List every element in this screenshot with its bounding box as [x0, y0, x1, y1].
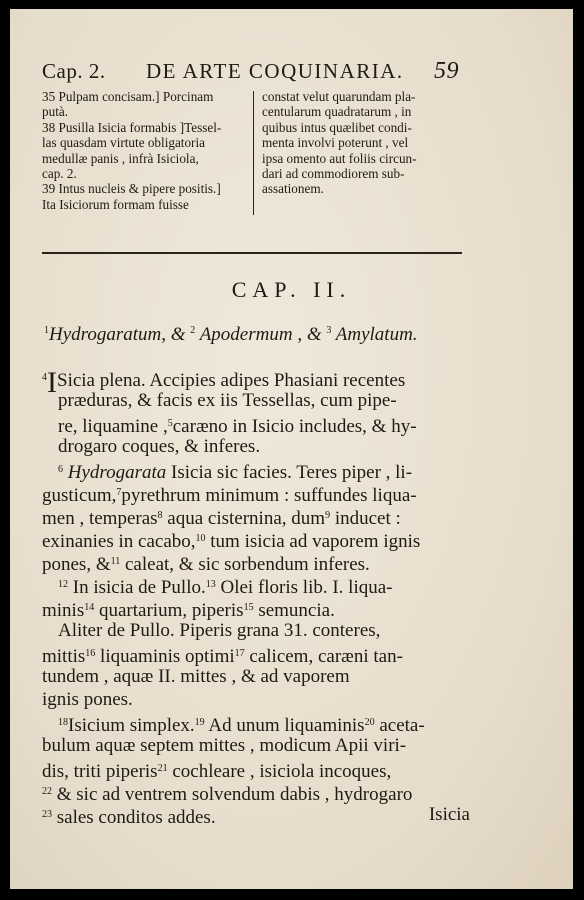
note-line: quibus intus quælibet condi-: [262, 119, 412, 135]
note-ref: 23: [42, 809, 52, 820]
text-line: [42, 481, 470, 504]
note-ref: 12: [58, 579, 68, 590]
text-line: tundem , aquæ II. mittes , & ad vaporem: [42, 666, 350, 687]
note-line: putà.: [42, 104, 69, 120]
note-line: menta involvi poterunt , vel: [262, 135, 409, 151]
text-line: [42, 596, 470, 619]
text-span: In isicia de Pullo.: [68, 577, 206, 598]
note-ref: 15: [243, 602, 254, 613]
note-line: 38 Pusilla Isicia formabis ]Tessel-: [42, 119, 222, 135]
note-ref: 16: [85, 648, 96, 659]
note-ref: 5: [167, 418, 173, 429]
text-line: præduras, & facis ex iis Tessellas, cum pipe-: [58, 390, 397, 411]
note-ref: 1: [44, 325, 49, 336]
subtitle-part: &: [302, 324, 327, 345]
body-text: [42, 366, 470, 826]
text-span: Isicium simplex.: [68, 715, 195, 736]
text-span: calicem, caræni tan-: [244, 646, 403, 667]
text-line: [42, 573, 470, 596]
text-span: caleat, & sic sorbendum inferes.: [120, 554, 370, 575]
text-span: quartarium, piperis: [94, 600, 244, 621]
text-line: [42, 757, 470, 780]
drop-cap: I: [47, 366, 57, 399]
text-span: exinanies in cacabo,: [42, 531, 196, 552]
note-ref: 9: [325, 510, 331, 521]
text-line: drogaro coques, & inferes.: [58, 436, 261, 457]
column-divider: [253, 91, 254, 215]
subtitle-part: Amylatum.: [331, 324, 418, 345]
note-ref: 22: [42, 786, 52, 797]
note-line: 39 Intus nucleis & pipere positis.]: [42, 181, 221, 197]
text-span: mittis: [42, 646, 86, 667]
catchword: Isicia: [428, 804, 470, 825]
notes-right-column: [262, 89, 474, 197]
text-line: [42, 642, 470, 665]
text-line: bulum aquæ septem mittes , modicum Apii viri-: [42, 735, 407, 756]
subtitle-part: Hydrogaratum,: [49, 324, 166, 345]
note-ref: 11: [110, 556, 121, 567]
text-line: [42, 550, 470, 573]
note-line: constat velut quarundam pla-: [262, 89, 416, 104]
chapter-subtitle: [44, 324, 418, 346]
note-ref: 18: [58, 717, 68, 728]
note-ref: 20: [364, 717, 375, 728]
text-line: Aliter de Pullo. Piperis grana 31. conteres,: [58, 620, 381, 641]
text-line: [42, 504, 470, 527]
text-span: aqua cisternina, dum: [162, 508, 326, 529]
text-line: [42, 527, 470, 550]
note-ref: 13: [205, 579, 216, 590]
text-span: caræno in Isicio includes, & hy-: [172, 416, 417, 437]
note-ref: 7: [116, 487, 122, 498]
note-ref: 8: [157, 510, 163, 521]
page-number: 59: [434, 58, 459, 84]
text-span: cochleare , isiciola incoques,: [167, 761, 392, 782]
text-span: sales conditos addes.: [52, 807, 216, 828]
note-ref: 14: [84, 602, 95, 613]
note-ref: 10: [195, 533, 206, 544]
note-line: assationem.: [262, 181, 324, 197]
text-span: tum isicia ad vaporem ignis: [205, 531, 421, 552]
text-span: pyrethrum minimum : suffundes liqua-: [121, 485, 417, 506]
text-span: aceta-: [374, 715, 425, 736]
note-ref: 6: [58, 464, 63, 475]
note-line: Ita Isiciorum formam fuisse: [42, 196, 189, 212]
text-line: [42, 412, 470, 435]
text-span: men , temperas: [42, 508, 158, 529]
chapter-heading: CAP. II.: [231, 277, 352, 302]
notes-left-column: [42, 89, 252, 212]
text-span: Ad unum liquaminis: [204, 715, 365, 736]
text-span: Olei floris lib. I. liqua-: [215, 577, 393, 598]
book-page: [10, 9, 573, 889]
text-line: [42, 366, 470, 399]
note-ref: 4: [42, 372, 47, 383]
note-ref: 2: [190, 325, 196, 336]
text-line: [42, 458, 470, 481]
section-rule: [42, 252, 462, 254]
text-span: gusticum,: [42, 485, 117, 506]
running-head-chapter: Cap. 2.: [42, 59, 106, 83]
note-ref: 17: [234, 648, 245, 659]
subtitle-part: Apodermum ,: [195, 324, 303, 345]
running-head-title: DE ARTE COQUINARIA.: [146, 59, 404, 83]
text-span: Isicia sic facies. Teres piper , li-: [166, 462, 413, 483]
text-span: semuncia.: [253, 600, 335, 621]
note-line: centularum quadratarum , in: [262, 104, 412, 120]
text-span: pones, &: [42, 554, 111, 575]
note-line: cap. 2.: [42, 166, 77, 182]
note-ref: 21: [157, 763, 168, 774]
note-line: las quasdam virtute obligatoria: [42, 135, 205, 151]
text-line: [42, 711, 470, 734]
text-span: dis, triti piperis: [42, 761, 158, 782]
text-line: ignis pones.: [42, 689, 133, 710]
text-line: [42, 780, 470, 803]
note-line: ipsa omento aut foliis circun-: [262, 150, 417, 166]
text-span: liquaminis optimi: [95, 646, 235, 667]
note-line: medullæ panis , infrà Isiciola,: [42, 150, 199, 166]
text-span: Sicia plena. Accipies adipes Phasiani recentes: [57, 370, 406, 391]
note-ref: 19: [194, 717, 205, 728]
text-span: re, liquamine ,: [58, 416, 168, 437]
note-line: dari ad commodiorem sub-: [262, 166, 405, 182]
text-span: & sic ad ventrem solvendum dabis , hydrogaro: [52, 784, 413, 805]
subtitle-part: &: [166, 324, 191, 345]
text-span: minis: [42, 600, 85, 621]
text-span: Hydrogarata: [63, 462, 167, 483]
note-line: 35 Pulpam concisam.] Porcinam: [42, 89, 214, 104]
text-span: inducet :: [330, 508, 401, 529]
note-ref: 3: [326, 325, 332, 336]
